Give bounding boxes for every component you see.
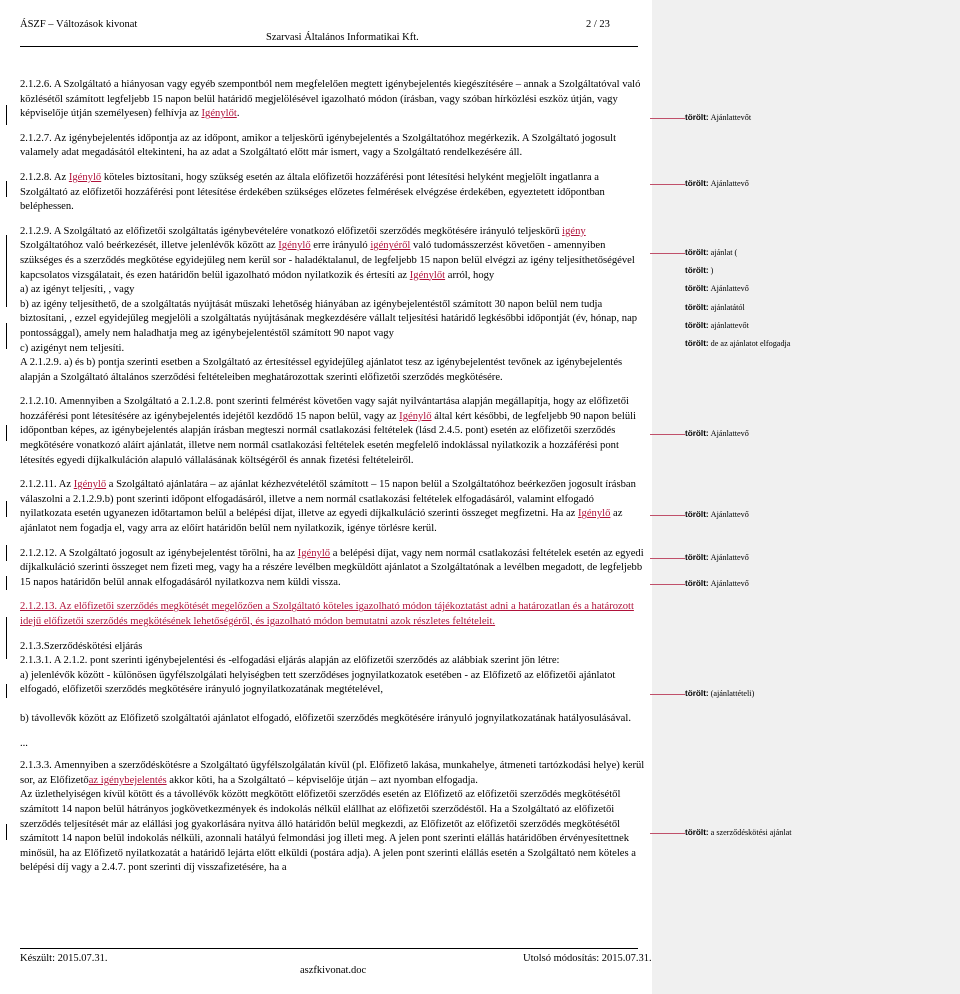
paragraph-2-1-3-1: 2.1.3.1. A 2.1.2. pont szerinti igénybejelentési és -elfogadási eljárás alapján az előfizetői szerződés az alábbiak szerint jön létre: — [20, 655, 560, 667]
deletion-balloon[interactable] — [685, 551, 925, 565]
list-item: a) jelenlévők között - különösen ügyfélszolgálati helyiségben tett szerződéses jognyilatkozatok esetében - az Előfizető az előfizetői ajánlatot elfogadó, előfizetői szerződés megkötésére irányuló jognyilatkozatának megtételével, — [20, 669, 616, 696]
footer-rule — [20, 948, 638, 949]
header-company: Szarvasi Általános Informatikai Kft. — [266, 32, 419, 43]
change-bar — [6, 235, 7, 307]
change-bar — [6, 323, 7, 349]
list-item: c) azigényt nem teljesíti. — [20, 342, 125, 354]
deletion-balloon[interactable] — [685, 319, 925, 333]
footer-modified: Utolsó módosítás: 2015.07.31. — [523, 953, 652, 964]
deletion-balloon[interactable] — [685, 577, 925, 591]
change-bar — [6, 181, 7, 197]
balloon-label: törölt: — [685, 828, 709, 837]
balloon-text: Ajánlattevő — [710, 429, 749, 438]
balloon-connector — [650, 434, 685, 435]
deletion-balloon[interactable] — [685, 111, 925, 125]
paragraph-2-1-2-12: 2.1.2.12. A Szolgáltató jogosult az igénybejelentést törölni, ha az Igénylő a belépési díjat, vagy nem normál csatlakozási feltételek esetén az egyedi díjkalkuláció szerinti összeget nem fizeti meg, vagy ha a részére levélben megküldött ajánlatot a Szolgáltatónak a levélben megadott, de legfeljebb 15 napos határidőn belül annak elfogadásáról nyilatkozva nem küldi vissza. — [20, 547, 644, 588]
balloon-text: (ajánlattételi) — [710, 689, 755, 698]
change-bar — [6, 824, 7, 840]
deletion-balloon[interactable] — [685, 246, 925, 260]
deletion-balloon[interactable] — [685, 282, 925, 296]
paragraph-2-1-2-6: 2.1.2.6. A Szolgáltató a hiányosan vagy egyéb szempontból nem megfelelően megtett igénybejelentés kiegészítésére – annak a Szolgáltatóval való közlésétől számított legfeljebb 15 napon belül határidő megjelölésével igazolható módon (írásban, vagy szóban hírközlési eszköz útján, vagy képviselője útján személyesen) felhívja az Igénylőt. — [20, 79, 641, 120]
balloon-label: törölt: — [685, 284, 709, 293]
document-body — [20, 78, 645, 876]
balloon-label: törölt: — [685, 303, 709, 312]
balloon-label: törölt: — [685, 339, 709, 348]
deletion-balloon[interactable] — [685, 301, 925, 315]
list-item: b) az igény teljesíthető, de a szolgáltatás nyújtását műszaki lehetőség hiányában az igénybejelentéstől számított 30 napon belül nem tudja biztosítani, , ezzel egyidejűleg megjelöli a szolgáltatás nyújtásának megkezdésére vállalt teljesítési határidő legkésőbbi időpontját (év, hónap, nap pontossággal), amely nem haladhatja meg az igénybejelentéstől számított 90 napot vagy — [20, 298, 638, 339]
deletion-balloon[interactable] — [685, 177, 925, 191]
header-page-number: 2 / 23 — [586, 19, 610, 30]
inserted-text: Igénylő — [297, 547, 331, 559]
balloon-connector — [650, 515, 685, 516]
balloon-text: ) — [710, 266, 714, 275]
inserted-text: Igénylőt — [201, 108, 237, 120]
paragraph-2-1-2-13 — [20, 600, 645, 629]
balloon-text: Ajánlattevő — [710, 510, 749, 519]
deletion-balloon[interactable] — [685, 826, 925, 840]
balloon-connector — [650, 558, 685, 559]
change-bar — [6, 545, 7, 561]
balloon-text: de az ajánlatot elfogadja — [710, 339, 791, 348]
ellipsis: ... — [20, 737, 28, 749]
inserted-text: Igénylőt — [409, 269, 446, 281]
inserted-text: az igénybejelentés — [88, 774, 167, 786]
balloon-text: Ajánlattevő — [710, 579, 749, 588]
change-bar — [6, 576, 7, 590]
balloon-text: ajánlat ( — [710, 248, 738, 257]
footer-filename: aszfkivonat.doc — [300, 965, 367, 976]
inserted-text: Igénylő — [578, 508, 611, 520]
header-title: ÁSZF – Változások kivonat — [20, 19, 138, 30]
inserted-text: Igénylő — [73, 479, 107, 491]
paragraph-2-1-2-11: 2.1.2.11. Az Igénylő a Szolgáltató ajánlatára – az ajánlat kézhezvételétől számított – 15 napon belül a Szolgáltatóhoz beérkezően jogosult írásban válaszolni a 2.1.2.9.b) pont szerinti időpont elfogadásáról, illetve a nem normál csatlakozási feltételek elfogadásáról, valamint elfogadó nyilatkozata esetén ugyanezen időtartamon belül a belépési díjat, illetve az egyedi díjkalkuláció szerinti összeget megfizetni. Ha az Igénylő az ajánlatot nem fogadja el, vagy arra az előírt határidőn belül nem nyilatkozik, igénye törlésre kerül. — [20, 479, 636, 535]
balloon-label: törölt: — [685, 689, 709, 698]
section-heading: 2.1.3.Szerződéskötési eljárás — [20, 640, 143, 652]
balloon-connector — [650, 584, 685, 585]
change-bar — [6, 684, 7, 698]
balloon-label: törölt: — [685, 248, 709, 257]
footer-created: Készült: 2015.07.31. — [20, 953, 108, 964]
balloon-text: ajánlattevőt — [710, 321, 749, 330]
change-bar — [6, 105, 7, 125]
markup-margin-pane — [652, 0, 960, 994]
paragraph-2-1-2-7: 2.1.2.7. Az igénybejelentés időpontja az az időpont, amikor a teljeskörű igénybejelentés a Szolgáltatóhoz megérkezik. A Szolgáltató jogosult valamely adat megadásától eltekinteni, ha az adat a Szolgáltató előtt már ismert, vagy a Szolgáltató rendelkezésére áll. — [20, 132, 617, 159]
paragraph-2-1-2-8: 2.1.2.8. Az Igénylő köteles biztosítani, hogy szükség esetén az általa előfizetői hozzáférési pont létesítési helyként megjelölt ingatlanra a Szolgáltató az előfizetői hozzáférési pont létesítése érdekében szükséges előzetes felmérések elvégzése érdekében, egyeztetett időpontban beléphessen. — [20, 171, 605, 213]
change-bar — [6, 501, 7, 517]
balloon-text: Ajánlattevő — [710, 179, 749, 188]
list-item: b) távollevők között az Előfizető szolgáltatói ajánlatot elfogadó, előfizetői szerződés megkötésére irányuló jognyilatkozatának hatályosulásával. — [20, 712, 631, 724]
inserted-text: Igénylő — [278, 240, 311, 252]
balloon-label: törölt: — [685, 579, 709, 588]
paragraph-2-1-2-10: 2.1.2.10. Amennyiben a Szolgáltató a 2.1.2.8. pont szerinti felmérést követően vagy saját nyilvántartása alapján megállapítja, hogy az előfizetői hozzáférési pont létesítésére az igénybejelentés idejétől kezdődő 15 napon belül, vagy az Igénylő által kért későbbi, de legfeljebb 90 napon belüli időpontban képes, az igénybejelentés alapján írásban megteszi normál csatlakozási feltételek (lásd 2.4.5. pont) esetén az előfizetői szerződés megkötésére vonatkozó aláírt ajánlatát, illetve nem normál csatlakozási feltételek esetén megfelelő indoklással nyilatkozik a hozzáférési pont létesítés egyedi díjkalkuláción alapuló vállalásának költségéről és annak fizetési feltételeiről. — [20, 396, 637, 466]
paragraph-text: Az üzlethelyiségen kívül kötött és a távollévők között megkötött előfizetői szerződés esetén az Előfizető az előfizetői szerződés megkötésétől számított 14 napon belül hátrányos jogkövetkezmények és indokolás nélkül elállhat az előfizetői szerződéstől. Ha a Szolgáltató az előfizetői szerződés teljesítését már az elállási jog gyakorlására nyitva álló határidőn belül megkezdi, az Előfizetőt az előfizetői szerződés megkötésétől számított 14 napon belül indokolás nélküli, azonnali hatályú felmondási jog illeti meg. A jelen pont szerinti elállás határidőben érvényesítettnek minősül, ha az Előfizető nyilatkozatát a határidő lejárta előtt elküldi (postára adja). A jelen pont szerinti elállás esetén a Szolgáltató nem köteles a belépési díj vagy a 2.4.7. pont szerinti díj visszafizetésére, ha a — [20, 789, 636, 874]
deletion-balloon[interactable] — [685, 264, 925, 278]
inserted-text: igényéről — [370, 240, 411, 252]
balloon-text: a szerződéskötési ajánlat — [710, 828, 792, 837]
paragraph-2-1-2-9: 2.1.2.9. A Szolgáltató az előfizetői szolgáltatás igénybevételére vonatkozó előfizetői szerződés megkötésére irányuló teljeskörű igény Szolgáltatóhoz való beérkezését, illetve jelenlévők között az Igénylő erre irányuló igényéről való tudomásszerzést követően - amennyiben szükséges és a szerződés megkötése egyidejűleg nem kerül sor - haladéktalanul, de legfeljebb 15 napon belül elvégzi az igény teljesíthetőségével kapcsolatos vizsgálatait, és ezen határidőn belül igazolható módon nyilatkozik és értesíti az Igénylőt arról, hogy — [20, 225, 635, 281]
balloon-connector — [650, 118, 685, 119]
balloon-connector — [650, 184, 685, 185]
deletion-balloon[interactable] — [685, 508, 925, 522]
balloon-text: Ajánlattevő — [710, 284, 749, 293]
balloon-text: ajánlatától — [710, 303, 745, 312]
balloon-label: törölt: — [685, 266, 709, 275]
balloon-text: Ajánlattevő — [710, 553, 749, 562]
balloon-label: törölt: — [685, 429, 709, 438]
inserted-text: igény — [562, 225, 586, 237]
inserted-text: Igénylő — [399, 410, 432, 422]
deletion-balloon[interactable] — [685, 687, 925, 701]
inserted-text: 2.1.2.13. Az előfizetői szerződés megkötését megelőzően a Szolgáltató köteles igazolható módon tájékoztatást adni a határozatlan és a határozott idejű előfizetői szerződés megkötésének lehetőségéről, és igazolható módon bemutatni azok részletes feltételeit. — [20, 601, 634, 627]
balloon-label: törölt: — [685, 179, 709, 188]
balloon-connector — [650, 253, 685, 254]
change-bar — [6, 617, 7, 659]
balloon-label: törölt: — [685, 321, 709, 330]
deletion-balloon[interactable] — [685, 337, 925, 351]
list-item: a) az igényt teljesíti, , vagy — [20, 284, 135, 296]
balloon-connector — [650, 694, 685, 695]
balloon-label: törölt: — [685, 510, 709, 519]
deletion-balloon[interactable] — [685, 427, 925, 441]
balloon-label: törölt: — [685, 113, 709, 122]
change-bar — [6, 425, 7, 441]
balloon-connector — [650, 833, 685, 834]
paragraph-text: A 2.1.2.9. a) és b) pontja szerinti esetben a Szolgáltató az értesítéssel egyidejűleg ajánlatot tesz az igénybejelentést tevőnek az igénybejelentés alapján a Szolgáltató általános szerződési feltételeiben meghatározottak szerinti előfizetői szerződés megkötésére. — [20, 357, 623, 383]
balloon-text: Ajánlattevőt — [710, 113, 752, 122]
inserted-text: Igénylő — [68, 171, 102, 183]
header-rule — [20, 46, 638, 47]
balloon-label: törölt: — [685, 553, 709, 562]
paragraph-2-1-3-3: 2.1.3.3. Amennyiben a szerződéskötésre a Szolgáltató ügyfélszolgálatán kívül (pl. Előfizető lakása, munkahelye, átmeneti tartózkodási helye) kerül sor, az Előfizetőaz igénybejelentés akkor köti, ha a Szolgáltató – képviselője útján – azt nyomban elfogadja. — [20, 760, 645, 786]
